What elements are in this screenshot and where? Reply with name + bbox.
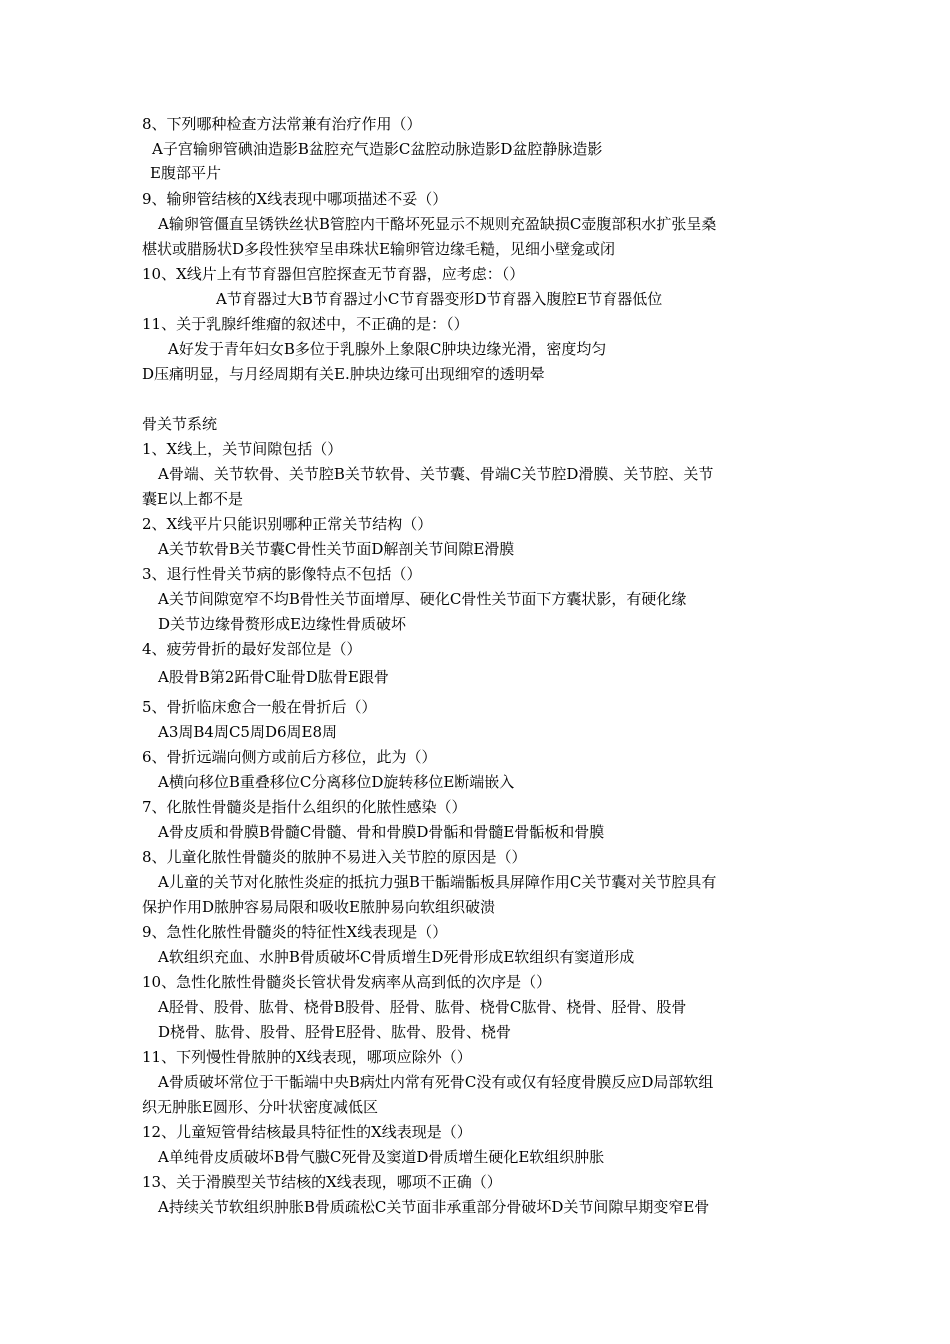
text-line: 10、急性化脓性骨髓炎长管状骨发病率从高到低的次序是（） <box>142 973 552 991</box>
text-line: 12、儿童短管骨结核最具特征性的X线表现是（） <box>142 1123 472 1141</box>
text-line: 保护作用D脓肿容易局限和吸收E脓肿易向软组织破溃 <box>142 898 495 916</box>
text-line: 8、儿童化脓性骨髓炎的脓肿不易进入关节腔的原因是（） <box>142 848 527 866</box>
text-line: 11、关于乳腺纤维瘤的叙述中，不正确的是：（） <box>142 315 469 333</box>
text-line: A关节间隙宽窄不均B骨性关节面增厚、硬化C骨性关节面下方囊状影，有硬化缘 <box>158 590 687 608</box>
text-line: A骨端、关节软骨、关节腔B关节软骨、关节囊、骨端C关节腔D滑膜、关节腔、关节 <box>158 465 714 483</box>
text-line: D压痛明显，与月经周期有关E.肿块边缘可出现细窄的透明晕 <box>142 365 545 383</box>
text-line: 7、化脓性骨髓炎是指什么组织的化脓性感染（） <box>142 798 467 816</box>
text-line: 10、X线片上有节育器但宫腔探查无节育器，应考虑：（） <box>142 265 525 283</box>
text-line: A软组织充血、水肿B骨质破坏C骨质增生D死骨形成E软组织有窦道形成 <box>158 948 635 966</box>
text-line: D关节边缘骨赘形成E边缘性骨质破坏 <box>158 615 406 633</box>
text-line: 骨关节系统 <box>142 415 218 433</box>
text-line: A骨质破坏常位于干骺端中央B病灶内常有死骨C没有或仅有轻度骨膜反应D局部软组 <box>158 1073 714 1091</box>
text-line: A持续关节软组织肿胀B骨质疏松C关节面非承重部分骨破坏D关节间隙早期变窄E骨 <box>158 1198 710 1216</box>
text-line: A好发于青年妇女B多位于乳腺外上象限C肿块边缘光滑，密度均匀 <box>168 340 607 358</box>
text-line: A3周B4周C5周D6周E8周 <box>158 723 338 741</box>
text-line: A单纯骨皮质破坏B骨气臌C死骨及窦道D骨质增生硬化E软组织肿胀 <box>158 1148 605 1166</box>
text-line: D桡骨、肱骨、股骨、胫骨E胫骨、肱骨、股骨、桡骨 <box>158 1023 511 1041</box>
text-line: 13、关于滑膜型关节结核的X线表现，哪项不正确（） <box>142 1173 502 1191</box>
text-line: A子宫输卵管碘油造影B盆腔充气造影C盆腔动脉造影D盆腔静脉造影 <box>152 140 603 158</box>
text-line: 9、输卵管结核的X线表现中哪项描述不妥（） <box>142 190 448 208</box>
text-line: 5、骨折临床愈合一般在骨折后（） <box>142 698 377 716</box>
text-line: A胫骨、股骨、肱骨、桡骨B股骨、胫骨、肱骨、桡骨C肱骨、桡骨、胫骨、股骨 <box>158 998 687 1016</box>
text-line: A股骨B第2跖骨C耻骨D肱骨E跟骨 <box>158 668 389 686</box>
text-line: A关节软骨B关节囊C骨性关节面D解剖关节间隙E滑膜 <box>158 540 515 558</box>
text-line: 3、退行性骨关节病的影像特点不包括（） <box>142 565 422 583</box>
text-line: 囊E以上都不是 <box>142 490 243 508</box>
text-line: A儿童的关节对化脓性炎症的抵抗力强B干骺端骺板具屏障作用C关节囊对关节腔具有 <box>158 873 717 891</box>
text-line: 8、下列哪种检查方法常兼有治疗作用（） <box>142 115 422 133</box>
text-line: 4、疲劳骨折的最好发部位是（） <box>142 640 362 658</box>
text-line: 织无肿胀E圆形、分叶状密度减低区 <box>142 1098 378 1116</box>
text-line: 1、X线上，关节间隙包括（） <box>142 440 343 458</box>
text-line: 椹状或腊肠状D多段性狭窄呈串珠状E输卵管边缘毛糙，见细小壁龛或闭 <box>142 240 615 258</box>
text-line: A输卵管僵直呈锈铁丝状B管腔内干酪坏死显示不规则充盈缺损C壶腹部积水扩张呈桑 <box>158 215 717 233</box>
text-line: 2、X线平片只能识别哪种正常关节结构（） <box>142 515 433 533</box>
text-line: A骨皮质和骨膜B骨髓C骨髓、骨和骨膜D骨骺和骨髓E骨骺板和骨膜 <box>158 823 605 841</box>
text-line: 11、下列慢性骨脓肿的X线表现，哪项应除外（） <box>142 1048 472 1066</box>
text-line: 9、急性化脓性骨髓炎的特征性X线表现是（） <box>142 923 448 941</box>
text-line: A横向移位B重叠移位C分离移位D旋转移位E断端嵌入 <box>158 773 515 791</box>
text-line: 6、骨折远端向侧方或前后方移位，此为（） <box>142 748 437 766</box>
text-line: E腹部平片 <box>150 164 221 182</box>
text-line: A节育器过大B节育器过小C节育器变形D节育器入腹腔E节育器低位 <box>216 290 663 308</box>
